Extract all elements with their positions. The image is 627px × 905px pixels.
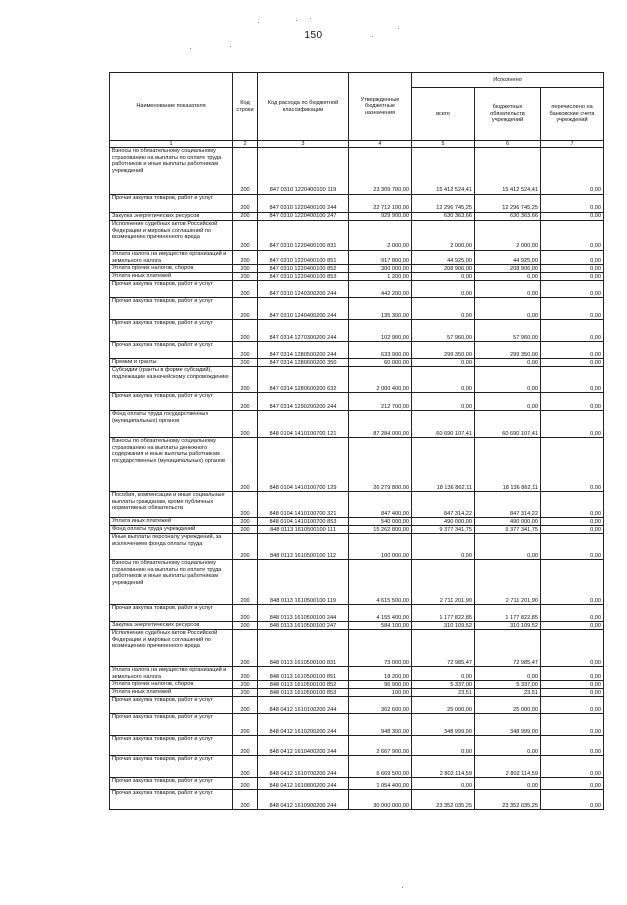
cell-total: 0,00	[412, 359, 475, 367]
cell-name: Прочая закупка товаров, работ и услуг	[110, 756, 233, 778]
cell-budget-code: 848 0113 1610500100 119	[258, 560, 349, 605]
cell-approved: 87 284 000,00	[349, 411, 412, 438]
cell-budget-code: 848 0113 1610500100 851	[258, 667, 349, 681]
cell-name: Фонд оплаты труда государственных (муниципальных) органов	[110, 411, 233, 438]
cell-obligations: 2 000,00	[475, 221, 541, 251]
cell-transferred: 0,00	[541, 359, 604, 367]
cell-total: 0,00	[412, 273, 475, 281]
column-number: 5	[412, 141, 475, 148]
cell-obligations: 44 925,00	[475, 251, 541, 265]
cell-approved: 1 054 400,00	[349, 778, 412, 790]
cell-total: 0,00	[412, 393, 475, 411]
cell-obligations: 0,00	[475, 359, 541, 367]
cell-line-code: 200	[233, 265, 258, 273]
cell-budget-code: 848 0104 1410100700 853	[258, 518, 349, 526]
cell-approved: 135 300,00	[349, 298, 412, 320]
cell-total: 15 412 524,41	[412, 148, 475, 195]
cell-line-code: 200	[233, 273, 258, 281]
cell-line-code: 200	[233, 605, 258, 622]
cell-total: 5 337,00	[412, 681, 475, 689]
cell-obligations: 9 377 341,75	[475, 526, 541, 534]
table-row	[110, 195, 604, 213]
cell-total: 1 177 822,85	[412, 605, 475, 622]
cell-obligations: 0,00	[475, 667, 541, 681]
table-row	[110, 689, 604, 697]
cell-line-code: 200	[233, 251, 258, 265]
cell-total: 310 109,52	[412, 622, 475, 630]
header-obligations: бюджетных обязательств учреждений	[475, 88, 541, 141]
cell-transferred: 0,00	[541, 681, 604, 689]
cell-line-code: 200	[233, 359, 258, 367]
cell-total: 0,00	[412, 298, 475, 320]
column-number: 1	[110, 141, 233, 148]
table-row	[110, 667, 604, 681]
cell-transferred: 0,00	[541, 148, 604, 195]
cell-transferred: 0,00	[541, 714, 604, 736]
cell-transferred: 0,00	[541, 605, 604, 622]
cell-line-code: 200	[233, 736, 258, 756]
table-row	[110, 736, 604, 756]
table-body	[110, 148, 604, 810]
cell-budget-code: 848 0412 1610900200 244	[258, 790, 349, 810]
cell-name: Премии и гранты	[110, 359, 233, 367]
cell-obligations: 1 177 822,85	[475, 605, 541, 622]
cell-obligations: 60 690 107,41	[475, 411, 541, 438]
cell-budget-code: 848 0412 1610700200 244	[258, 756, 349, 778]
cell-transferred: 0,00	[541, 320, 604, 342]
cell-name: Уплата налога на имущество организаций и земельного налога	[110, 667, 233, 681]
cell-total: 0,00	[412, 367, 475, 393]
cell-name: Прочая закупка товаров, работ и услуг	[110, 605, 233, 622]
cell-line-code: 200	[233, 697, 258, 714]
cell-obligations: 0,00	[475, 281, 541, 298]
scan-speck	[296, 20, 297, 21]
column-number-row	[110, 141, 604, 148]
cell-transferred: 0,00	[541, 778, 604, 790]
cell-budget-code: 848 0412 1610100200 244	[258, 697, 349, 714]
cell-total: 44 925,00	[412, 251, 475, 265]
cell-line-code: 200	[233, 393, 258, 411]
cell-name: Закупка энергетических ресурсов	[110, 622, 233, 630]
cell-total: 72 985,47	[412, 630, 475, 667]
cell-line-code: 200	[233, 689, 258, 697]
cell-approved: 102 900,00	[349, 320, 412, 342]
cell-approved: 584 100,00	[349, 622, 412, 630]
table-row	[110, 265, 604, 273]
cell-obligations: 25 000,00	[475, 697, 541, 714]
cell-obligations: 2 711 201,90	[475, 560, 541, 605]
cell-transferred: 0,00	[541, 560, 604, 605]
page-number	[0, 30, 627, 41]
header-transferred: перечислено на банковские счета учреждений	[541, 88, 604, 141]
cell-budget-code: 848 0104 1410100700 121	[258, 411, 349, 438]
cell-approved: 917 800,00	[349, 251, 412, 265]
cell-line-code: 200	[233, 221, 258, 251]
cell-approved: 30 000 000,00	[349, 790, 412, 810]
cell-line-code: 200	[233, 518, 258, 526]
cell-name: Прочая закупка товаров, работ и услуг	[110, 195, 233, 213]
cell-transferred: 0,00	[541, 736, 604, 756]
cell-name: Прочая закупка товаров, работ и услуг	[110, 736, 233, 756]
cell-total: 23,51	[412, 689, 475, 697]
table-row	[110, 681, 604, 689]
header-line-code: Код строки	[233, 73, 258, 141]
cell-transferred: 0,00	[541, 689, 604, 697]
column-number: 4	[349, 141, 412, 148]
cell-approved: 23 309 700,00	[349, 148, 412, 195]
cell-line-code: 200	[233, 298, 258, 320]
cell-obligations: 0,00	[475, 534, 541, 560]
cell-total: 25 000,00	[412, 697, 475, 714]
cell-obligations: 0,00	[475, 393, 541, 411]
cell-line-code: 200	[233, 714, 258, 736]
cell-name: Прочая закупка товаров, работ и услуг	[110, 697, 233, 714]
cell-line-code: 200	[233, 630, 258, 667]
cell-name: Уплата прочих налогов, сборов	[110, 681, 233, 689]
cell-name: Прочая закупка товаров, работ и услуг	[110, 393, 233, 411]
table-row	[110, 534, 604, 560]
cell-obligations: 18 136 862,11	[475, 438, 541, 492]
cell-approved: 22 712 100,00	[349, 195, 412, 213]
scan-speck	[372, 36, 373, 37]
cell-name: Прочая закупка товаров, работ и услуг	[110, 281, 233, 298]
cell-total: 57 960,00	[412, 320, 475, 342]
cell-approved: 633 900,00	[349, 342, 412, 359]
cell-line-code: 200	[233, 492, 258, 518]
cell-approved: 212 700,00	[349, 393, 412, 411]
cell-name: Пособия, компенсации и иные социальные выплаты гражданам, кроме публичных нормативных обязательств	[110, 492, 233, 518]
scan-speck	[398, 28, 399, 29]
cell-name: Иные выплаты персоналу учреждений, за исключением фонда оплаты труда	[110, 534, 233, 560]
table-row	[110, 359, 604, 367]
cell-line-code: 200	[233, 438, 258, 492]
cell-name: Уплата иных платежей	[110, 518, 233, 526]
cell-obligations: 72 985,47	[475, 630, 541, 667]
cell-total: 2 802 114,59	[412, 756, 475, 778]
cell-budget-code: 847 0314 1280600200 350	[258, 359, 349, 367]
cell-line-code: 200	[233, 411, 258, 438]
cell-approved: 540 000,00	[349, 518, 412, 526]
table-row	[110, 251, 604, 265]
cell-total: 630 363,66	[412, 213, 475, 221]
cell-line-code: 200	[233, 756, 258, 778]
cell-transferred: 0,00	[541, 697, 604, 714]
table-row	[110, 320, 604, 342]
header-executed: Исполнено	[412, 73, 604, 88]
cell-transferred: 0,00	[541, 411, 604, 438]
cell-budget-code: 847 0310 1220400100 247	[258, 213, 349, 221]
cell-total: 208 906,00	[412, 265, 475, 273]
cell-name: Взносы по обязательному социальному страхованию на выплаты денежного содержания и иные выплаты работникам государственных (муниципальных) органов	[110, 438, 233, 492]
table-row	[110, 697, 604, 714]
cell-transferred: 0,00	[541, 667, 604, 681]
cell-total: 2 000,00	[412, 221, 475, 251]
table-row	[110, 714, 604, 736]
header-budget-code: Код расхода по бюджетной классификации	[258, 73, 349, 141]
cell-name: Прочая закупка товаров, работ и услуг	[110, 790, 233, 810]
cell-total: 9 377 341,75	[412, 526, 475, 534]
cell-approved: 60 000,00	[349, 359, 412, 367]
cell-budget-code: 848 0104 1410100700 129	[258, 438, 349, 492]
cell-transferred: 0,00	[541, 438, 604, 492]
cell-transferred: 0,00	[541, 534, 604, 560]
cell-obligations: 23,51	[475, 689, 541, 697]
cell-approved: 18 200,00	[349, 667, 412, 681]
cell-budget-code: 847 0310 1240300200 244	[258, 281, 349, 298]
cell-approved: 73 000,00	[349, 630, 412, 667]
cell-name: Взносы по обязательному социальному страхованию на выплаты по оплате труда работников и иные выплаты работникам учреждений	[110, 148, 233, 195]
cell-total: 18 136 862,11	[412, 438, 475, 492]
table-row	[110, 281, 604, 298]
cell-approved: 100,00	[349, 689, 412, 697]
cell-approved: 96 900,00	[349, 681, 412, 689]
cell-line-code: 200	[233, 681, 258, 689]
cell-budget-code: 847 0314 1270300200 244	[258, 320, 349, 342]
cell-transferred: 0,00	[541, 622, 604, 630]
cell-approved: 15 262 800,00	[349, 526, 412, 534]
cell-budget-code: 848 0104 1410100700 321	[258, 492, 349, 518]
cell-total: 0,00	[412, 667, 475, 681]
table-row	[110, 438, 604, 492]
table-row	[110, 560, 604, 605]
cell-total: 299 350,00	[412, 342, 475, 359]
column-number: 2	[233, 141, 258, 148]
cell-obligations: 490 000,00	[475, 518, 541, 526]
cell-line-code: 200	[233, 534, 258, 560]
cell-approved: 6 669 500,00	[349, 756, 412, 778]
cell-budget-code: 848 0113 1610500100 853	[258, 689, 349, 697]
cell-line-code: 200	[233, 342, 258, 359]
cell-line-code: 200	[233, 778, 258, 790]
table-row	[110, 518, 604, 526]
cell-budget-code: 847 0314 1290200200 244	[258, 393, 349, 411]
table-row	[110, 342, 604, 359]
table-row	[110, 221, 604, 251]
table-row	[110, 756, 604, 778]
cell-name: Прочая закупка товаров, работ и услуг	[110, 298, 233, 320]
cell-approved: 847 400,00	[349, 492, 412, 518]
cell-approved: 948 300,00	[349, 714, 412, 736]
table-row	[110, 605, 604, 622]
table-row	[110, 298, 604, 320]
cell-name: Уплата иных платежей	[110, 273, 233, 281]
table-row	[110, 630, 604, 667]
cell-line-code: 200	[233, 213, 258, 221]
table-row	[110, 790, 604, 810]
cell-approved: 2 000,00	[349, 221, 412, 251]
cell-budget-code: 848 0113 1610500100 852	[258, 681, 349, 689]
cell-obligations: 630 363,66	[475, 213, 541, 221]
cell-transferred: 0,00	[541, 526, 604, 534]
cell-budget-code: 847 0310 1220400100 851	[258, 251, 349, 265]
cell-budget-code: 847 0310 1240400200 244	[258, 298, 349, 320]
cell-obligations: 15 412 524,41	[475, 148, 541, 195]
column-number: 6	[475, 141, 541, 148]
cell-name: Закупка энергетических ресурсов	[110, 213, 233, 221]
cell-name: Взносы по обязательному социальному страхованию на выплаты по оплате труда работников и иные выплаты работникам учреждений	[110, 560, 233, 605]
cell-name: Фонд оплаты труда учреждений	[110, 526, 233, 534]
cell-approved: 4 155 400,00	[349, 605, 412, 622]
cell-approved: 4 615 500,00	[349, 560, 412, 605]
cell-name: Прочая закупка товаров, работ и услуг	[110, 320, 233, 342]
cell-transferred: 0,00	[541, 213, 604, 221]
cell-obligations: 57 960,00	[475, 320, 541, 342]
table-row	[110, 393, 604, 411]
cell-approved: 26 279 800,00	[349, 438, 412, 492]
cell-total: 348 999,00	[412, 714, 475, 736]
table-row	[110, 411, 604, 438]
cell-obligations: 847 314,22	[475, 492, 541, 518]
cell-approved: 100 000,00	[349, 534, 412, 560]
cell-line-code: 200	[233, 622, 258, 630]
cell-budget-code: 847 0314 1280500200 244	[258, 342, 349, 359]
cell-obligations: 2 802 114,59	[475, 756, 541, 778]
header-name: Наименование показателя	[110, 73, 233, 141]
cell-name: Уплата иных платежей	[110, 689, 233, 697]
cell-transferred: 0,00	[541, 342, 604, 359]
cell-line-code: 200	[233, 281, 258, 298]
cell-budget-code: 848 0113 1610500100 111	[258, 526, 349, 534]
cell-transferred: 0,00	[541, 281, 604, 298]
cell-obligations: 0,00	[475, 778, 541, 790]
cell-budget-code: 848 0113 1610500100 112	[258, 534, 349, 560]
cell-name: Прочая закупка товаров, работ и услуг	[110, 778, 233, 790]
table-row	[110, 273, 604, 281]
cell-total: 847 314,22	[412, 492, 475, 518]
scan-speck	[310, 18, 311, 19]
cell-obligations: 0,00	[475, 367, 541, 393]
scan-speck	[230, 46, 231, 47]
cell-name: Субсидии (гранты в форме субсидий), подлежащие казначейскому сопровождению	[110, 367, 233, 393]
cell-total: 0,00	[412, 778, 475, 790]
cell-total: 490 000,00	[412, 518, 475, 526]
cell-transferred: 0,00	[541, 273, 604, 281]
cell-transferred: 0,00	[541, 790, 604, 810]
cell-budget-code: 848 0412 1610800200 244	[258, 778, 349, 790]
cell-line-code: 200	[233, 320, 258, 342]
cell-total: 0,00	[412, 736, 475, 756]
cell-transferred: 0,00	[541, 367, 604, 393]
cell-line-code: 200	[233, 667, 258, 681]
table-row	[110, 778, 604, 790]
cell-obligations: 5 337,00	[475, 681, 541, 689]
cell-transferred: 0,00	[541, 265, 604, 273]
cell-transferred: 0,00	[541, 492, 604, 518]
budget-execution-table	[109, 72, 604, 810]
cell-line-code: 200	[233, 790, 258, 810]
cell-obligations: 299 350,00	[475, 342, 541, 359]
cell-name: Прочая закупка товаров, работ и услуг	[110, 714, 233, 736]
cell-approved: 1 200,00	[349, 273, 412, 281]
column-number: 7	[541, 141, 604, 148]
cell-budget-code: 848 0412 1610400200 244	[258, 736, 349, 756]
cell-total: 0,00	[412, 281, 475, 298]
cell-approved: 362 600,00	[349, 697, 412, 714]
cell-budget-code: 848 0412 1610200200 244	[258, 714, 349, 736]
cell-name: Уплата прочих налогов, сборов	[110, 265, 233, 273]
cell-budget-code: 847 0310 1220400100 119	[258, 148, 349, 195]
cell-transferred: 0,00	[541, 518, 604, 526]
table-row	[110, 526, 604, 534]
cell-approved: 2 667 900,00	[349, 736, 412, 756]
cell-line-code: 200	[233, 195, 258, 213]
cell-obligations: 12 296 745,25	[475, 195, 541, 213]
cell-transferred: 0,00	[541, 195, 604, 213]
cell-line-code: 200	[233, 560, 258, 605]
cell-obligations: 0,00	[475, 298, 541, 320]
cell-line-code: 200	[233, 367, 258, 393]
cell-total: 2 711 201,90	[412, 560, 475, 605]
cell-transferred: 0,00	[541, 393, 604, 411]
cell-total: 0,00	[412, 534, 475, 560]
cell-approved: 929 900,00	[349, 213, 412, 221]
header-row-top	[110, 73, 604, 88]
cell-obligations: 310 109,52	[475, 622, 541, 630]
cell-obligations: 0,00	[475, 736, 541, 756]
cell-obligations: 0,00	[475, 273, 541, 281]
cell-approved: 2 000 400,00	[349, 367, 412, 393]
cell-transferred: 0,00	[541, 221, 604, 251]
cell-line-code: 200	[233, 526, 258, 534]
cell-obligations: 348 999,00	[475, 714, 541, 736]
cell-budget-code: 847 0310 1220400100 852	[258, 265, 349, 273]
cell-budget-code: 847 0310 1220400100 853	[258, 273, 349, 281]
cell-obligations: 208 906,00	[475, 265, 541, 273]
cell-budget-code: 848 0113 1610500100 247	[258, 622, 349, 630]
cell-budget-code: 847 0310 1220400100 244	[258, 195, 349, 213]
cell-transferred: 0,00	[541, 251, 604, 265]
cell-name: Исполнение судебных актов Российской Федерации и мировых соглашений по возмещению причиненного вреда	[110, 630, 233, 667]
table-row	[110, 367, 604, 393]
table-row	[110, 148, 604, 195]
cell-budget-code: 848 0113 1610500100 831	[258, 630, 349, 667]
page-number-text: 150	[304, 30, 323, 41]
cell-budget-code: 847 0310 1220400100 831	[258, 221, 349, 251]
cell-budget-code: 847 0314 1280600200 632	[258, 367, 349, 393]
cell-total: 60 690 107,41	[412, 411, 475, 438]
cell-name: Прочая закупка товаров, работ и услуг	[110, 342, 233, 359]
header-approved: Утвержденные бюджетные назначения	[349, 73, 412, 141]
cell-total: 12 296 745,25	[412, 195, 475, 213]
table-row	[110, 492, 604, 518]
cell-transferred: 0,00	[541, 630, 604, 667]
scan-speck	[258, 22, 259, 23]
cell-line-code: 200	[233, 148, 258, 195]
cell-name: Уплата налога на имущество организаций и земельного налога	[110, 251, 233, 265]
table-row	[110, 622, 604, 630]
column-number: 3	[258, 141, 349, 148]
cell-transferred: 0,00	[541, 756, 604, 778]
scan-speck	[190, 48, 191, 49]
cell-transferred: 0,00	[541, 298, 604, 320]
cell-approved: 442 200,00	[349, 281, 412, 298]
cell-approved: 300 000,00	[349, 265, 412, 273]
cell-budget-code: 848 0113 1610500100 244	[258, 605, 349, 622]
cell-obligations: 23 352 035,25	[475, 790, 541, 810]
cell-total: 23 352 035,25	[412, 790, 475, 810]
header-total: всего	[412, 88, 475, 141]
scan-speck	[402, 887, 403, 888]
table-row	[110, 213, 604, 221]
cell-name: Исполнение судебных актов Российской Федерации и мировых соглашений по возмещению причиненного вреда	[110, 221, 233, 251]
